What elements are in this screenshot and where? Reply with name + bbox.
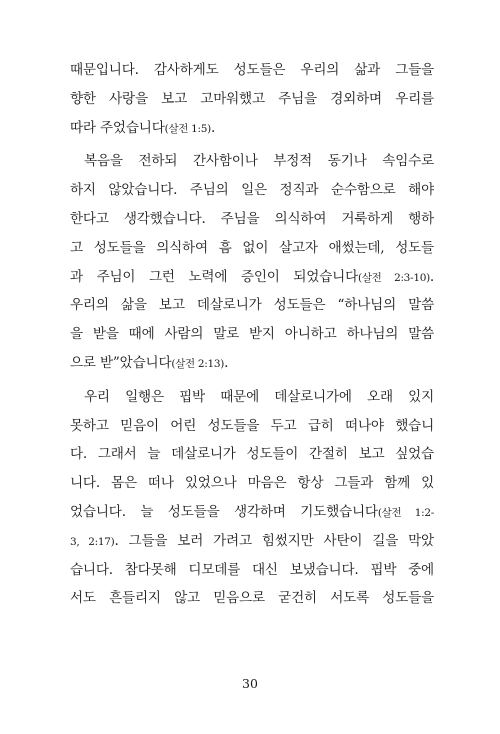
line-text: . — [429, 268, 434, 285]
line-text: 고 성도들을 의식하여 흠 없이 살고자 애썼는데, 성도들 — [70, 239, 434, 256]
scripture-reference: (살전 2:13) — [171, 357, 225, 370]
text-line — [70, 412, 434, 441]
text-line — [70, 291, 434, 320]
text-line — [70, 469, 434, 498]
text-line — [70, 498, 434, 527]
text-line — [70, 263, 434, 292]
body-text — [70, 56, 434, 613]
line-text: 우리의 삶을 보고 데살로니가 성도들은 “하나님의 말씀 — [70, 297, 434, 314]
scripture-reference: (살전 1:2- — [377, 506, 434, 519]
text-line — [70, 56, 434, 85]
line-text: 따라 주었습니다 — [70, 119, 165, 136]
line-text: 때문입니다. 감사하게도 성도들은 우리의 삶과 그들을 — [70, 62, 434, 78]
scripture-reference: 3, 2:17) — [70, 535, 115, 548]
line-text: 우리 일행은 핍박 때문에 데살로니가에 오래 있지 — [84, 388, 434, 405]
text-line — [70, 556, 434, 585]
text-line — [70, 205, 434, 234]
text-line — [70, 320, 434, 349]
text-line — [70, 584, 434, 613]
line-text: 못하고 믿음이 어린 성도들을 두고 급히 떠나야 했습니 — [70, 417, 434, 434]
line-text: 서도 흔들리지 않고 믿음으로 굳건히 서도록 성도들을 — [70, 590, 434, 607]
text-line — [70, 440, 434, 469]
line-text: 과 주님이 그런 노력에 증인이 되었습니다 — [70, 268, 359, 285]
line-text: . 그들을 보러 가려고 힘썼지만 사탄이 길을 막았 — [114, 532, 434, 549]
line-text: 니다. 몸은 떠나 있었으나 마음은 항상 그들과 함께 있 — [70, 475, 434, 492]
line-text: 습니다. 참다못해 디모데를 대신 보냈습니다. 핍박 중에 — [70, 561, 434, 578]
line-text: 한다고 생각했습니다. 주님을 의식하여 거룩하게 행하 — [70, 210, 434, 227]
line-text: 을 받을 때에 사람의 말로 받지 아니하고 하나님의 말씀 — [70, 326, 434, 343]
text-line — [70, 85, 434, 114]
line-text: 복음을 전하되 간사함이나 부정적 동기나 속임수로 — [84, 153, 434, 170]
line-text: 하지 않았습니다. 주님의 일은 정직과 순수함으로 해야 — [70, 182, 434, 199]
text-line — [70, 176, 434, 205]
text-line — [70, 527, 434, 556]
text-line — [70, 147, 434, 176]
text-line — [70, 383, 434, 412]
text-line — [70, 234, 434, 263]
text-line — [70, 349, 434, 378]
text-line — [70, 114, 434, 143]
line-text: 향한 사랑을 보고 고마워했고 주님을 경외하며 우리를 — [70, 90, 434, 107]
line-text: . — [224, 354, 229, 371]
line-text: 었습니다. 늘 성도들을 생각하며 기도했습니다 — [70, 503, 378, 520]
line-text: . — [210, 119, 216, 136]
page-number: 30 — [242, 676, 258, 691]
line-text: 다. 그래서 늘 데살로니가 성도들이 간절히 보고 싶었습 — [70, 446, 434, 463]
scripture-reference: (살전 2:3-10) — [358, 271, 430, 284]
line-text: 으로 받”았습니다 — [70, 354, 172, 371]
scripture-reference: (살전 1:5) — [164, 122, 211, 135]
